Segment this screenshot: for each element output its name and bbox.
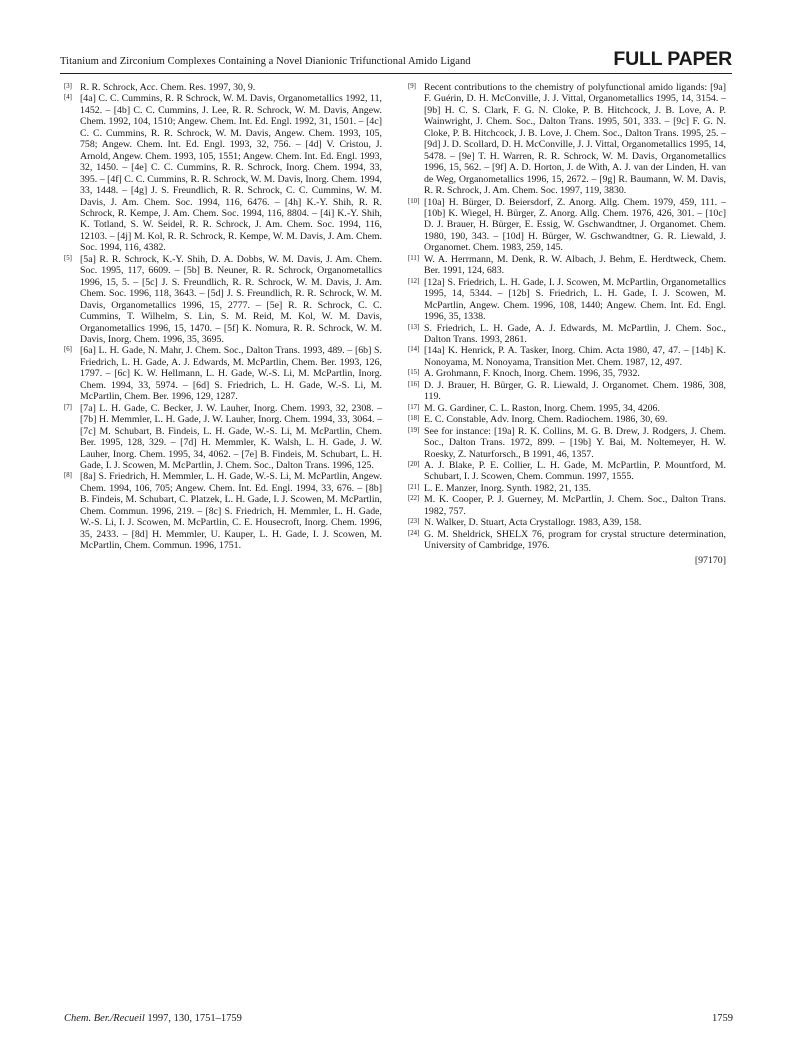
reference-number: [20] xyxy=(408,460,420,468)
reference-text: [8a] S. Friedrich, H. Memmler, L. H. Gade, W.-S. Li, M. McPartlin, Angew. Chem. 1994, 106, 705; Angew. Chem. Int. Ed. Engl. 1994, 33, 676. – [8b] B. Findeis, M. Schubart, C. Platzek, L. H. Gade, I. J. Scowen, M. McPartlin, Chem. Commun. 1996, 219. – [8c] S. Friedrich, H. Memmler, L. H. Gade, W.-S. Li, I. J. Scowen, M. McPartlin, C. E. Housecroft, Inorg. Chem. 1996, 35, 2433. – [8d] H. Memmler, U. Kauper, L. H. Gade, I. J. Scowen, M. McPartlin, Chem. Commun. 1996, 1751. xyxy=(80,471,382,552)
reference-text: [14a] K. Henrick, P. A. Tasker, Inorg. Chim. Acta 1980, 47, 47. – [14b] K. Nonoyama, M. Nonoyama, Transition Met. Chem. 1987, 12, 497. xyxy=(424,345,726,368)
reference-item xyxy=(408,197,726,254)
reference-item xyxy=(408,254,726,277)
reference-number: [10] xyxy=(408,197,420,205)
reference-item xyxy=(408,380,726,403)
reference-item xyxy=(408,460,726,483)
reference-item xyxy=(64,82,382,93)
reference-number: [19] xyxy=(408,426,420,434)
reference-number: [16] xyxy=(408,380,420,388)
reference-number: [4] xyxy=(64,94,72,102)
reference-text: W. A. Herrmann, M. Denk, R. W. Albach, J. Behm, E. Herdtweck, Chem. Ber. 1991, 124, 683. xyxy=(424,253,726,277)
reference-item xyxy=(408,277,726,323)
reference-item xyxy=(408,494,726,517)
reference-number: [6] xyxy=(64,346,72,354)
reference-item xyxy=(408,426,726,460)
section-label: FULL PAPER xyxy=(613,48,732,70)
reference-number: [12] xyxy=(408,277,420,285)
reference-number: [18] xyxy=(408,415,420,423)
references-right-column xyxy=(408,82,726,566)
reference-item xyxy=(408,403,726,414)
reference-item xyxy=(408,368,726,379)
reference-number: [15] xyxy=(408,369,420,377)
reference-item xyxy=(408,529,726,552)
footer-journal: Chem. Ber./Recueil xyxy=(64,1013,145,1024)
reference-item xyxy=(64,471,382,551)
reference-text: S. Friedrich, L. H. Gade, A. J. Edwards, M. McPartlin, J. Chem. Soc., Dalton Trans. 1993, 2861. xyxy=(424,322,726,345)
reference-text: [5a] R. R. Schrock, K.-Y. Shih, D. A. Dobbs, W. M. Davis, J. Am. Chem. Soc. 1995, 117, 6609. – [5b] B. Neuner, R. R. Schrock, Organometallics 1996, 15, 5. – [5c] J. S. Freundlich, R. R. Schrock, W. M. Davis, J. Am. Chem. Soc. 1996, 118, 3643. – [5d] J. S. Freundlich, R. R. Schrock, W. M. Davis, Organometallics 1996, 15, 2777. – [5e] R. R. Schrock, C. C. Cummins, T. Wilhelm, S. Lin, S. M. Reid, M. Kol, W. M. Davis, Organometallics 1996, 15, 1470. – [5f] K. Nomura, R. R. Schrock, W. M. Davis, Inorg. Chem. 1996, 35, 3695. xyxy=(80,253,382,345)
reference-number: [14] xyxy=(408,346,420,354)
reference-item xyxy=(64,254,382,346)
reference-item xyxy=(408,323,726,346)
reference-number: [24] xyxy=(408,529,420,537)
reference-text: M. G. Gardiner, C. L. Raston, Inorg. Chem. 1995, 34, 4206. xyxy=(424,402,660,414)
reference-text: G. M. Sheldrick, SHELX 76, program for crystal structure determination, University of Cambridge, 1976. xyxy=(424,528,726,552)
reference-text: D. J. Brauer, H. Bürger, G. R. Liewald, J. Organomet. Chem. 1986, 308, 119. xyxy=(424,379,726,403)
reference-number: [17] xyxy=(408,403,420,411)
reference-item xyxy=(408,483,726,494)
footer-citation xyxy=(64,1013,242,1024)
reference-item xyxy=(64,345,382,402)
reference-text: A. Grohmann, F. Knoch, Inorg. Chem. 1996, 35, 7932. xyxy=(424,368,640,380)
references-left-column xyxy=(64,82,382,552)
page-number: 1759 xyxy=(712,1013,733,1024)
reference-number: [13] xyxy=(408,323,420,331)
manuscript-id: [97170] xyxy=(694,554,726,566)
footer-volume-pages: 1997, 130, 1751–1759 xyxy=(147,1013,242,1024)
running-header xyxy=(60,48,732,74)
reference-item xyxy=(408,345,726,368)
reference-text: [7a] L. H. Gade, C. Becker, J. W. Lauher, Inorg. Chem. 1993, 32, 2308. – [7b] H. Memmler, L. H. Gade, J. W. Lauher, Inorg. Chem. 1994, 33, 3064. – [7c] M. Schubart, B. Findeis, L. H. Gade, W.-S. Li, M. McPartlin, Chem. Ber. 1995, 128, 329. – [7d] H. Memmler, K. Walsh, L. H. Gade, J. W. Lauher, Inorg. Chem. 1995, 34, 4062. – [7e] B. Findeis, M. Schubart, L. H. Gade, I. J. Scowen, M. McPartlin, J. Chem. Soc., Dalton Trans. 1996, 125. xyxy=(80,402,382,471)
reference-number: [7] xyxy=(64,403,72,411)
reference-text: R. R. Schrock, Acc. Chem. Res. 1997, 30, 9. xyxy=(80,82,256,93)
reference-number: [5] xyxy=(64,254,72,262)
reference-number: [21] xyxy=(408,483,420,491)
reference-text: N. Walker, D. Stuart, Acta Crystallogr. 1983, A39, 158. xyxy=(424,517,642,529)
reference-text: [6a] L. H. Gade, N. Mahr, J. Chem. Soc., Dalton Trans. 1993, 489. – [6b] S. Friedrich, L. H. Gade, A. J. Edwards, M. McPartlin, Chem. Ber. 1993, 126, 1797. – [6c] K. W. Hellmann, L. H. Gade, W.-S. Li, M. McPartlin, Inorg. Chem. 1994, 33, 5974. – [6d] S. Friedrich, L. H. Gade, W.-S. Li, M. McPartlin, Chem. Ber. 1996, 129, 1287. xyxy=(80,345,382,403)
header-rule xyxy=(60,73,732,74)
reference-text: Recent contributions to the chemistry of polyfunctional amido ligands: [9a] F. Guérin, D. H. McConville, J. J. Vittal, Organometallics 1995, 14, 3154. – [9b] H. C. S. Clark, F. G. N. Cloke, P. B. Hitchcock, J. B. Love, A. P. Wainwright, J. Chem. Soc., Dalton Trans. 1995, 501, 333. – [9c] F. G. N. Cloke, P. B. Hitchcock, J. B. Love, J. Chem. Soc., Dalton Trans. 1995, 25. – [9d] J. D. Scollard, D. H. McConville, J. J. Vittal, Organometallics 1995, 14, 5478. – [9e] T. H. Warren, R. R. Schrock, W. M. Davis, Organometallics 1996, 15, 562. – [9f] A. D. Horton, J. de With, A. J. van der Linden, H. van de Weg, Organometallics 1996, 15, 2672. – [9g] R. Baumann, W. M. Davis, R. R. Schrock, J. Am. Chem. Soc. 1997, 119, 3830. xyxy=(424,82,726,197)
reference-text: E. C. Constable, Adv. Inorg. Chem. Radiochem. 1986, 30, 69. xyxy=(424,414,668,426)
reference-item xyxy=(64,403,382,472)
reference-number: [9] xyxy=(408,83,416,90)
running-title: Titanium and Zirconium Complexes Containing a Novel Dianionic Trifunctional Amido Ligand xyxy=(60,56,471,67)
reference-item xyxy=(64,93,382,253)
reference-text: See for instance: [19a] R. K. Collins, M. G. B. Drew, J. Rodgers, J. Chem. Soc., Dalton Trans. 1972, 899. – [19b] Y. Bai, M. Noltemeyer, H. W. Roesky, Z. Naturforsch., B 1991, 46, 1357. xyxy=(424,425,726,460)
reference-item xyxy=(408,517,726,528)
reference-text: [12a] S. Friedrich, L. H. Gade, I. J. Scowen, M. McPartlin, Organometallics 1995, 14, 5344. – [12b] S. Friedrich, L. H. Gade, I. J. Scowen, M. McPartlin, Angew. Chem. 1996, 108, 1440; Angew. Chem. Int. Ed. Engl. 1996, 35, 1338. xyxy=(424,276,726,323)
reference-text: [10a] H. Bürger, D. Beiersdorf, Z. Anorg. Allg. Chem. 1979, 459, 111. – [10b] K. Wiegel, H. Bürger, Z. Anorg. Allg. Chem. 1976, 426, 301. – [10c] D. J. Brauer, H. Bürger, E. Essig, W. Gschwandtner, J. Organomet. Chem. 1980, 190, 343. – [10d] H. Bürger, W. Gschwandtner, G. R. Liewald, J. Organomet. Chem. 1983, 259, 145. xyxy=(424,196,726,254)
reference-text: L. E. Manzer, Inorg. Synth. 1982, 21, 135. xyxy=(424,482,592,494)
reference-number: [3] xyxy=(64,83,72,90)
reference-number: [11] xyxy=(408,254,420,262)
reference-number: [22] xyxy=(408,495,420,503)
reference-text: [4a] C. C. Cummins, R. R Schrock, W. M. Davis, Organometallics 1992, 11, 1452. – [4b] C. C. Cummins, J. Lee, R. R. Schrock, W. M. Davis, Angew. Chem. 1992, 104, 1510; Angew. Chem. Int. Ed. Engl. 1992, 31, 1501. – [4c] C. C. Cummins, R. R. Schrock, W. M. Davis, Angew. Chem. 1993, 105, 758; Angew. Chem. Int. Ed. Engl. 1993, 32, 756. – [4d] V. Cristou, J. Arnold, Angew. Chem. 1993, 105, 1551; Angew. Chem. Int. Ed. Engl. 1993, 32, 1450. – [4e] C. C. Cummins, R. R. Schrock, Inorg. Chem. 1994, 33, 395. – [4f] C. C. Cummins, R. R. Schrock, W. M. Davis, Inorg. Chem. 1994, 33, 1448. – [4g] J. S. Freundlich, R. R. Schrock, C. C. Cummins, W. M. Davis, J. Am. Chem. Soc. 1994, 116, 6476. – [4h] K.-Y. Shih, R. R. Schrock, R. Kempe, J. Am. Chem. Soc. 1994, 116, 8804. – [4i] K.-Y. Shih, K. Totland, S. W. Seidel, R. R. Schrock, J. Am. Chem. Soc. 1994, 116, 12103. – [4j] M. Kol, R. R. Schrock, R. Kempe, W. M. Davis, J. Am. Chem. Soc. 1994, 116, 4382. xyxy=(80,93,382,254)
reference-number: [23] xyxy=(408,518,420,526)
reference-text: M. K. Cooper, P. J. Guerney, M. McPartlin, J. Chem. Soc., Dalton Trans. 1982, 757. xyxy=(424,494,726,517)
reference-text: A. J. Blake, P. E. Collier, L. H. Gade, M. McPartlin, P. Mountford, M. Schubart, I. J. Scowen, Chem. Commun. 1997, 1555. xyxy=(424,459,726,483)
reference-item xyxy=(408,82,726,197)
reference-item xyxy=(408,414,726,425)
reference-number: [8] xyxy=(64,472,72,480)
